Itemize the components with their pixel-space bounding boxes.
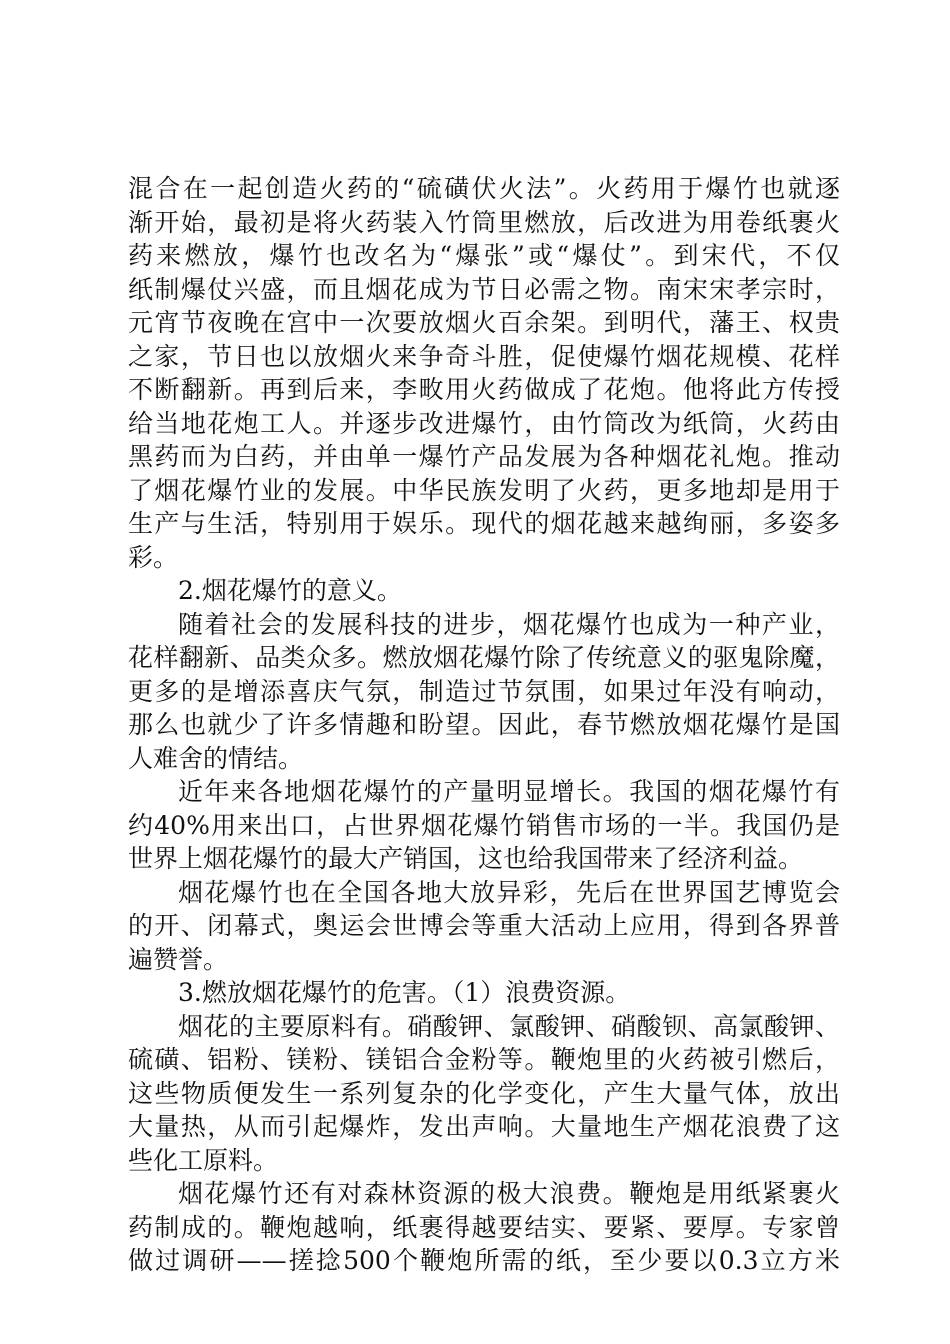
document-body xyxy=(128,172,840,1278)
text-line: 大量热，从而引起爆炸，发出声响。大量地生产烟花浪费了这 xyxy=(128,1112,840,1141)
text-line: 彩。 xyxy=(128,542,179,572)
text-line: 人难舍的情结。 xyxy=(128,743,304,773)
text-line: 药制成的。鞭炮越响，纸裹得越要结实、要紧、要厚。专家曾 xyxy=(128,1212,840,1242)
text-line: 了烟花爆竹业的发展。中华民族发明了火药，更多地却是用于 xyxy=(128,475,840,505)
text-line: 烟花的主要原料有。硝酸钾、氯酸钾、硝酸钡、高氯酸钾、 xyxy=(178,1011,840,1041)
text-line: 随着社会的发展科技的进步，烟花爆竹也成为一种产业， xyxy=(178,609,840,639)
text-line: 烟花爆竹还有对森林资源的极大浪费。鞭炮是用纸紧裹火 xyxy=(178,1179,840,1208)
text-line: 约40%用来出口，占世界烟花爆竹销售市场的一半。我国仍是 xyxy=(128,810,840,840)
text-line: 烟花爆竹也在全国各地大放异彩，先后在世界国艺博览会 xyxy=(178,877,840,907)
text-line: 的开、闭幕式，奥运会世博会等重大活动上应用，得到各界普 xyxy=(128,911,840,940)
text-line: 纸制爆仗兴盛，而且烟花成为节日必需之物。南宋宋孝宗时， xyxy=(128,274,840,304)
text-line: 那么也就少了许多情趣和盼望。因此，春节燃放烟花爆竹是国 xyxy=(128,710,840,739)
text-line: 遍赞誉。 xyxy=(128,944,229,974)
text-line: 渐开始，最初是将火药装入竹筒里燃放，后改进为用卷纸裹火 xyxy=(128,207,840,237)
text-line: 硫磺、铝粉、镁粉、镁铝合金粉等。鞭炮里的火药被引燃后， xyxy=(128,1045,840,1074)
text-line: 花样翻新、品类众多。燃放烟花爆竹除了传统意义的驱鬼除魔， xyxy=(128,643,840,672)
text-line: 不断翻新。再到后来，李畋用火药做成了花炮。他将此方传授 xyxy=(128,375,840,404)
text-line: 些化工原料。 xyxy=(128,1145,279,1175)
text-line: 混合在一起创造火药的“硫磺伏火法”。火药用于爆竹也就逐 xyxy=(128,174,840,203)
text-line: 更多的是增添喜庆气氛，制造过节氛围，如果过年没有响动， xyxy=(128,676,840,706)
text-line: 给当地花炮工人。并逐步改进爆竹，由竹筒改为纸筒，火药由 xyxy=(128,408,840,438)
text-line: 元宵节夜晚在宫中一次要放烟火百余架。到明代，藩王、权贵 xyxy=(128,308,840,337)
text-line: 3.燃放烟花爆竹的危害。（1）浪费资源。 xyxy=(178,978,631,1007)
text-line: 这些物质便发生一系列复杂的化学变化，产生大量气体，放出 xyxy=(128,1078,840,1108)
text-line: 生产与生活，特别用于娱乐。现代的烟花越来越绚丽，多姿多 xyxy=(128,509,840,538)
text-line: 药来燃放，爆竹也改名为“爆张”或“爆仗”。到宋代，不仅 xyxy=(128,241,840,270)
text-line: 黑药而为白药，并由单一爆竹产品发展为各种烟花礼炮。推动 xyxy=(128,442,840,471)
text-line: 2.烟花爆竹的意义。 xyxy=(178,576,402,605)
text-line: 做过调研——搓捻500个鞭炮所需的纸，至少要以0.3立方米 xyxy=(128,1246,840,1275)
text-line: 世界上烟花爆竹的最大产销国，这也给我国带来了经济利益。 xyxy=(128,844,804,873)
text-line: 之家，节日也以放烟火来争奇斗胜，促使爆竹烟花规模、花样 xyxy=(128,341,840,371)
text-line: 近年来各地烟花爆竹的产量明显增长。我国的烟花爆竹有 xyxy=(178,777,840,806)
